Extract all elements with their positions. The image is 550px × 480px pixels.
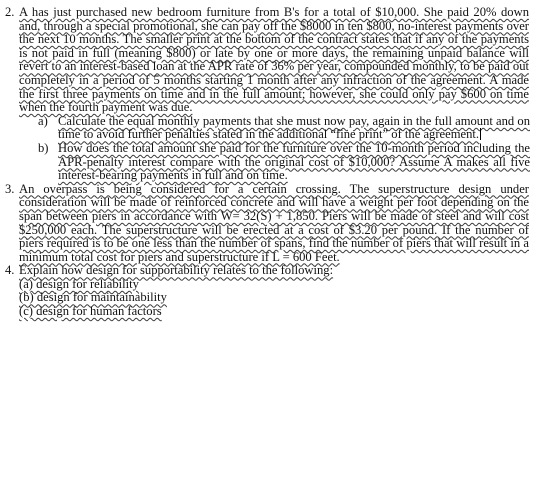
option-text: (a) design for reliability	[19, 276, 139, 291]
document-body	[0, 6, 550, 319]
question-4	[0, 264, 550, 278]
part-text: How does the total amount she paid for the furniture over the 10-month period including the APR-penalty interest compare with the original cost of $10,000? Assume A makes all five interest-bearing payments in full and on time.	[58, 140, 530, 183]
question-number: 3.	[5, 181, 15, 196]
question-number: 2.	[5, 5, 15, 19]
part-label: b)	[38, 140, 49, 155]
text-cursor	[480, 128, 481, 140]
question-3	[0, 183, 550, 265]
part-label: a)	[38, 113, 48, 128]
option-text: (b) design for maintainability	[19, 290, 167, 305]
question-2-part-a	[0, 115, 550, 142]
question-2	[0, 6, 550, 115]
question-text: A has just purchased new bedroom furniture from B's for a total of $10,000. She paid 20% down and, through a special promotional, she can pay off the $8000 in ten $800, no-interest payments over the next 10 months. The smaller print at the bottom of the contract states that if any of the payments is not paid in full (meaning $800) or late by one or more days, the remaining unpaid balance will revert to an interest-based loan at the APR rate of 36% per year, compounded monthly, to be paid out completely in a period of 5 months starting 1 month after any infraction of the agreement. A made the first three payments on time and in the full amount; however, she could only pay $600 on time when the fourth payment was due.	[19, 5, 529, 115]
question-4-option-c	[0, 305, 550, 319]
option-text: (c) design for human factors	[19, 304, 162, 319]
part-text-wrapper[interactable]	[58, 115, 530, 142]
question-number: 4.	[5, 263, 15, 278]
question-text: An overpass is being considered for a certain crossing. The superstructure design under consideration will be made of reinforced concrete and will have a weight per foot depending on the span between piers in accordance with W= 32(S) + 1,850. Piers will be made of steel and will cost $250,000 each. The superstructure will be erected at a cost of $3.20 per pound. If the number of piers required is to be one less than the number of spans, find the number of piers that will result in a minimum total cost for piers and superstructure if L = 600 Feet.	[19, 181, 529, 264]
part-text: Calculate the equal monthly payments that she must now pay, again in the full amount and on time to avoid further penalties stated in the additional “fine print” of the agreement.	[58, 113, 530, 142]
question-text: Explain how design for supportability relates to the following:	[19, 263, 334, 278]
question-2-part-b	[0, 142, 550, 183]
question-4-option-a	[0, 278, 550, 292]
question-4-option-b	[0, 291, 550, 305]
